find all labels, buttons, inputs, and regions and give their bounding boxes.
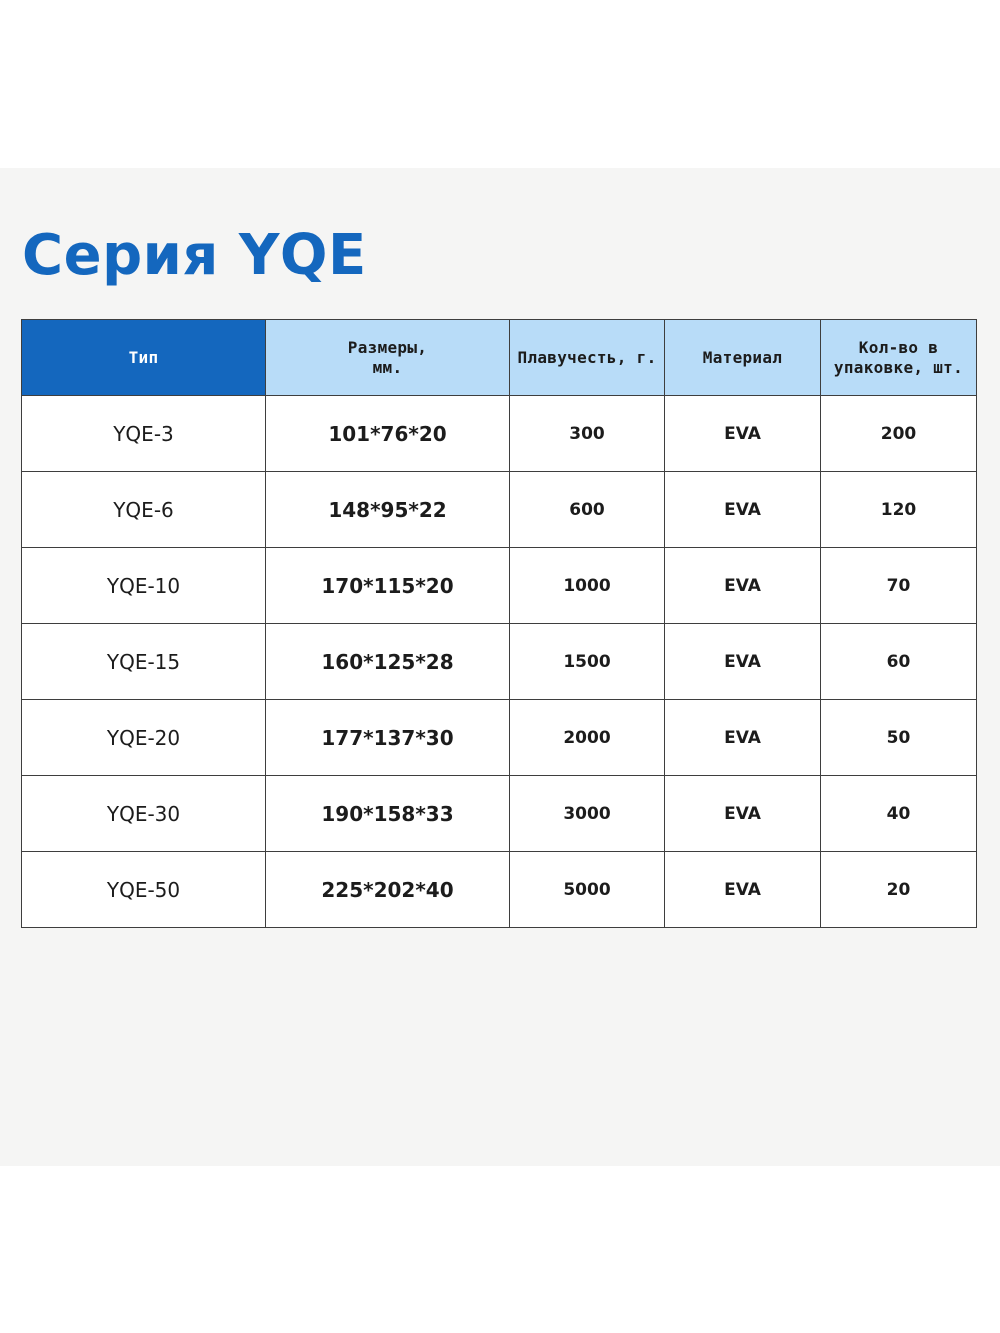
header-qty-line1: Кол-во в [858, 337, 939, 357]
cell-qty: 60 [821, 624, 977, 700]
cell-type: YQE-30 [22, 776, 266, 852]
table-row [22, 548, 977, 624]
header-size [266, 320, 510, 396]
header-type-label: Тип [128, 347, 159, 367]
cell-size: 170*115*20 [266, 548, 510, 624]
cell-buoyancy: 2000 [510, 700, 665, 776]
page-title: Серия YQE [22, 223, 367, 288]
cell-qty: 20 [821, 852, 977, 928]
cell-qty: 70 [821, 548, 977, 624]
cell-material: EVA [665, 624, 821, 700]
cell-buoyancy: 1500 [510, 624, 665, 700]
table-row [22, 852, 977, 928]
cell-buoyancy: 600 [510, 472, 665, 548]
cell-qty: 50 [821, 700, 977, 776]
table-row [22, 624, 977, 700]
cell-type: YQE-6 [22, 472, 266, 548]
header-buoyancy-label: Плавучесть, г. [517, 347, 657, 367]
cell-material: EVA [665, 548, 821, 624]
cell-material: EVA [665, 776, 821, 852]
header-buoyancy [510, 320, 665, 396]
cell-size: 101*76*20 [266, 396, 510, 472]
cell-type: YQE-10 [22, 548, 266, 624]
cell-qty: 200 [821, 396, 977, 472]
spec-table [21, 319, 977, 928]
header-qty [821, 320, 977, 396]
cell-type: YQE-3 [22, 396, 266, 472]
table-row [22, 396, 977, 472]
cell-qty: 40 [821, 776, 977, 852]
table-header-row [22, 320, 977, 396]
cell-type: YQE-50 [22, 852, 266, 928]
cell-size: 160*125*28 [266, 624, 510, 700]
cell-material: EVA [665, 396, 821, 472]
cell-size: 148*95*22 [266, 472, 510, 548]
header-size-line2: мм. [372, 357, 403, 377]
cell-buoyancy: 300 [510, 396, 665, 472]
header-material-label: Материал [702, 347, 783, 367]
header-size-line1: Размеры, [347, 337, 428, 357]
cell-qty: 120 [821, 472, 977, 548]
cell-size: 225*202*40 [266, 852, 510, 928]
cell-buoyancy: 3000 [510, 776, 665, 852]
header-material [665, 320, 821, 396]
cell-type: YQE-15 [22, 624, 266, 700]
table-row [22, 776, 977, 852]
header-qty-line2: упаковке, шт. [833, 357, 964, 377]
table-row [22, 472, 977, 548]
cell-size: 177*137*30 [266, 700, 510, 776]
table-row [22, 700, 977, 776]
cell-buoyancy: 1000 [510, 548, 665, 624]
cell-size: 190*158*33 [266, 776, 510, 852]
cell-material: EVA [665, 472, 821, 548]
cell-material: EVA [665, 700, 821, 776]
header-type [22, 320, 266, 396]
cell-material: EVA [665, 852, 821, 928]
cell-buoyancy: 5000 [510, 852, 665, 928]
cell-type: YQE-20 [22, 700, 266, 776]
